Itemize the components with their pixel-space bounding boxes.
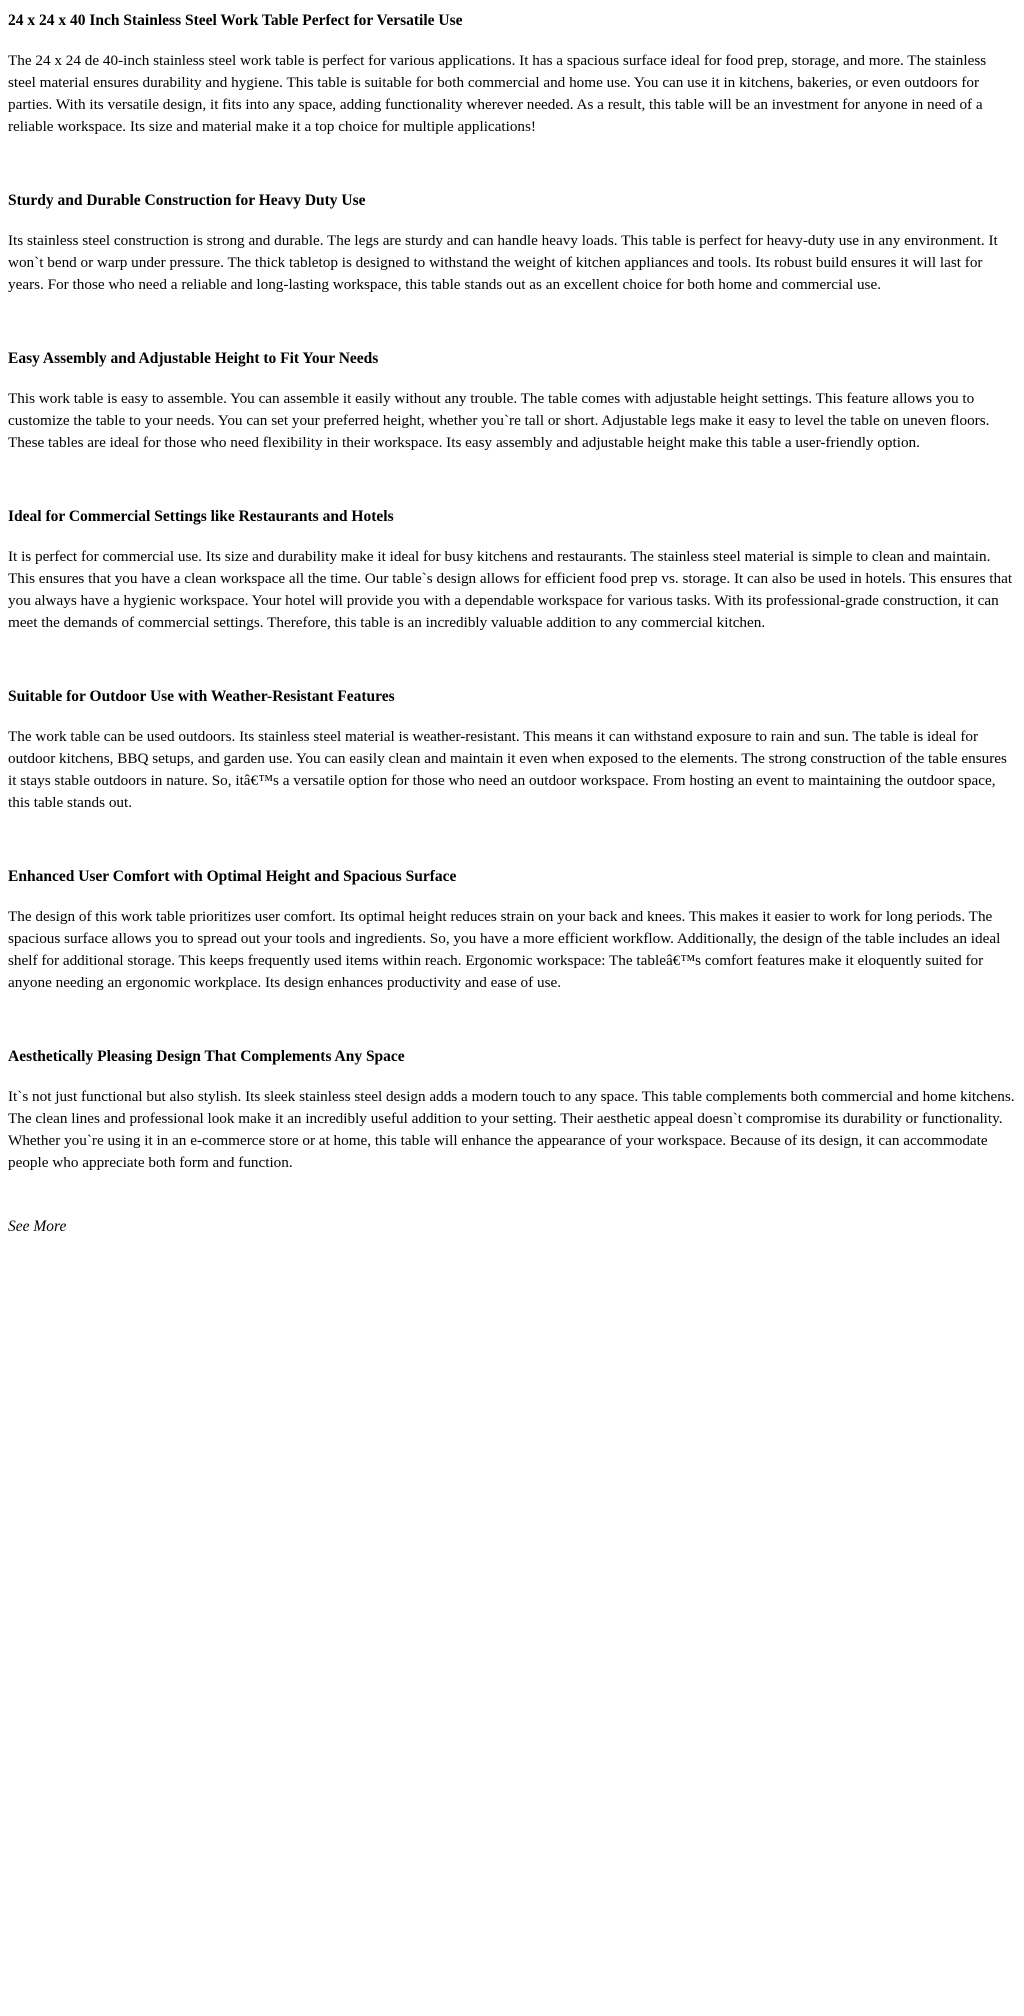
section-heading: Sturdy and Durable Construction for Heavy Duty Use bbox=[8, 192, 366, 209]
section-heading: Ideal for Commercial Settings like Restaurants and Hotels bbox=[8, 508, 394, 525]
section-easy-assembly bbox=[8, 348, 1016, 454]
section-sturdy-construction bbox=[8, 190, 1016, 296]
section-heading: Enhanced User Comfort with Optimal Height and Spacious Surface bbox=[8, 868, 457, 885]
section-user-comfort bbox=[8, 866, 1016, 994]
section-heading: Easy Assembly and Adjustable Height to Fit Your Needs bbox=[8, 350, 379, 367]
section-body: The 24 x 24 de 40-inch stainless steel work table is perfect for various applications. It has a spacious surface ideal for food prep, storage, and more. The stainless steel material ensures durability and hygiene. This table is suitable for both commercial and home use. You can use it in kitchens, bakeries, or even outdoors for parties. With its versatile design, it fits into any space, adding functionality wherever needed. As a result, this table will be an investment for anyone in need of a reliable workspace. Its size and material make it a top choice for multiple applications! bbox=[8, 52, 987, 135]
section-body: The design of this work table prioritizes user comfort. Its optimal height reduces strain on your back and knees. This makes it easier to work for long periods. The spacious surface allows you to spread out your tools and ingredients. So, you have a more efficient workflow. Additionally, the design of the table includes an ideal shelf for additional storage. This keeps frequently used items within reach. Ergonomic workspace: The tableâ€™s comfort features make it eloquently suited for anyone needing an ergonomic workplace. Its design enhances productivity and ease of use. bbox=[8, 908, 1001, 991]
section-aesthetic-design bbox=[8, 1046, 1016, 1174]
section-versatile-use bbox=[8, 10, 1016, 138]
section-heading: Aesthetically Pleasing Design That Complements Any Space bbox=[8, 1048, 405, 1065]
section-body: It is perfect for commercial use. Its size and durability make it ideal for busy kitchens and restaurants. The stainless steel material is simple to clean and maintain. This ensures that you have a clean workspace all the time. Our table`s design allows for efficient food prep vs. storage. It can also be used in hotels. This ensures that you always have a hygienic workspace. Your hotel will provide you with a dependable workspace for various tasks. With its professional-grade construction, it can meet the demands of commercial settings. Therefore, this table is an incredibly valuable addition to any commercial kitchen. bbox=[8, 548, 1013, 631]
section-body: This work table is easy to assemble. You can assemble it easily without any trouble. The table comes with adjustable height settings. This feature allows you to customize the table to your needs. You can set your preferred height, whether you`re tall or short. Adjustable legs make it easy to level the table on uneven floors. These tables are ideal for those who need flexibility in their workspace. Its easy assembly and adjustable height make this table a user-friendly option. bbox=[8, 390, 990, 451]
section-outdoor-use bbox=[8, 686, 1016, 814]
section-heading: Suitable for Outdoor Use with Weather-Resistant Features bbox=[8, 688, 395, 705]
section-body: Its stainless steel construction is strong and durable. The legs are sturdy and can handle heavy loads. This table is perfect for heavy-duty use in any environment. It won`t bend or warp under pressure. The thick tabletop is designed to withstand the weight of kitchen appliances and tools. Its robust build ensures it will last for years. For those who need a reliable and long-lasting workspace, this table stands out as an excellent choice for both home and commercial use. bbox=[8, 232, 998, 293]
section-body: It`s not just functional but also stylish. Its sleek stainless steel design adds a modern touch to any space. This table complements both commercial and home kitchens. The clean lines and professional look make it an incredibly useful addition to your setting. Their aesthetic appeal doesn`t compromise its durability or functionality. Whether you`re using it in an e-commerce store or at home, this table will enhance the appearance of your workspace. Because of its design, it can accommodate people who appreciate both form and function. bbox=[8, 1088, 1015, 1171]
see-more-link[interactable]: See More bbox=[8, 1218, 67, 1235]
section-commercial-settings bbox=[8, 506, 1016, 634]
section-body: The work table can be used outdoors. Its stainless steel material is weather-resistant. This means it can withstand exposure to rain and sun. The table is ideal for outdoor kitchens, BBQ setups, and garden use. You can easily clean and maintain it even when exposed to the elements. The strong construction of the table ensures it stays stable outdoors in nature. So, itâ€™s a versatile option for those who need an outdoor workspace. From hosting an event to maintaining the outdoor space, this table stands out. bbox=[8, 728, 1007, 811]
section-heading: 24 x 24 x 40 Inch Stainless Steel Work Table Perfect for Versatile Use bbox=[8, 12, 463, 29]
